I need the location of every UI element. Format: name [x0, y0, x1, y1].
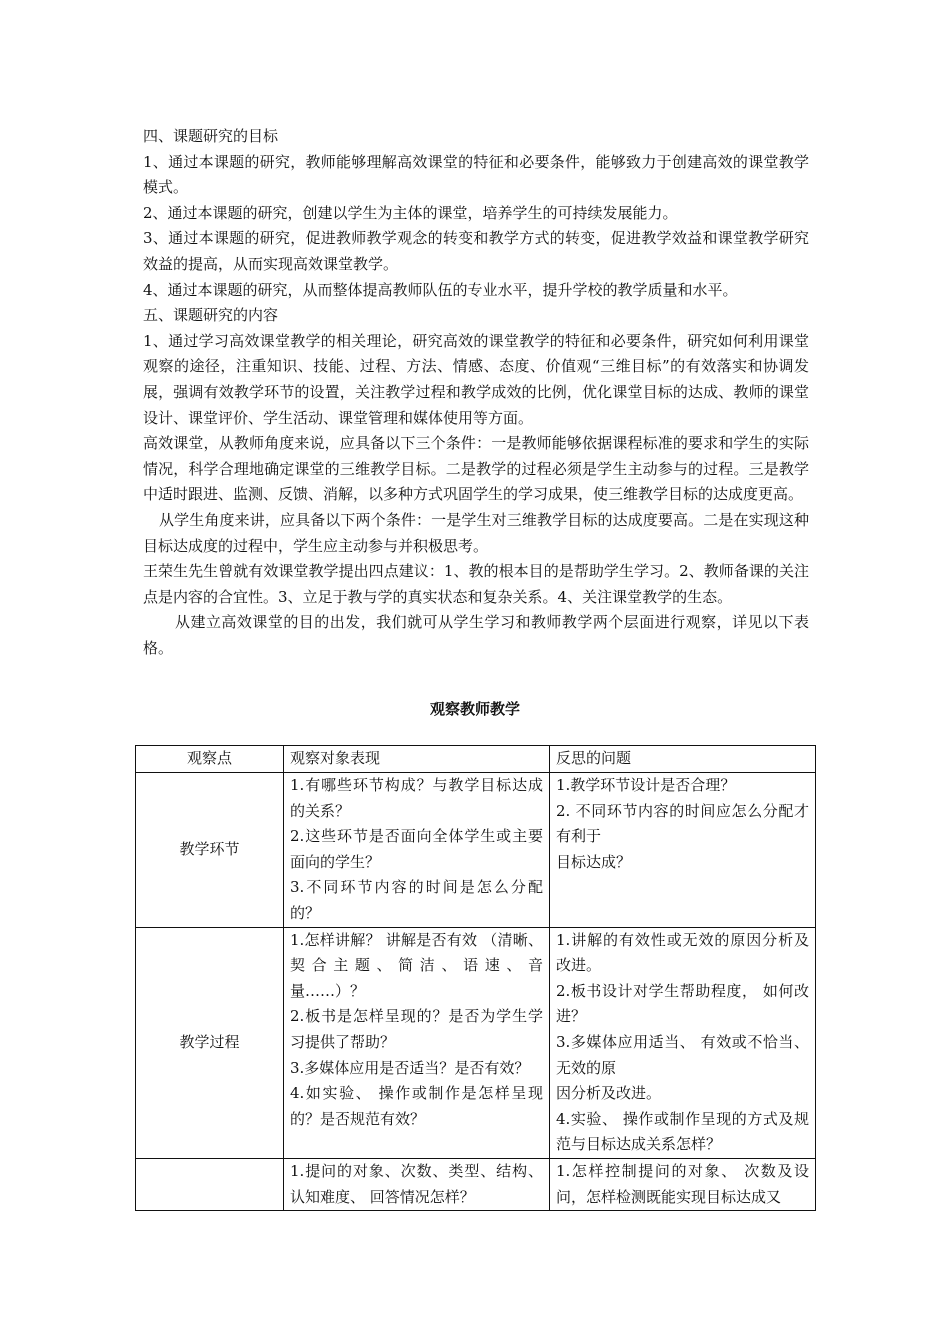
observation-point-cell: 教学环节: [136, 773, 284, 928]
table-header-row: [136, 746, 816, 773]
reflection-item: 2.板书设计对学生帮助程度， 如何改进？: [556, 981, 809, 1026]
content-paragraph: 从建立高效课堂的目的出发，我们就可从学生学习和教师教学两个层面进行观察，详见以下表格。: [143, 613, 809, 657]
behavior-cell: [284, 773, 550, 928]
behavior-item: 2.这些环节是否面向全体学生或主要面向的学生？: [290, 827, 543, 871]
behavior-item: 3.不同环节内容的时间是怎么分配的？: [290, 878, 543, 922]
header-cell: 观察点: [136, 746, 284, 773]
reflection-item: 3.多媒体应用适当、 有效或不恰当、 无效的原: [556, 1032, 809, 1077]
behavior-item: 3.多媒体应用是否适当？是否有效？: [290, 1058, 530, 1077]
content-paragraph: 高效课堂，从教师角度来说，应具备以下三个条件：一是教师能够依据课程标准的要求和学生的实际情况，科学合理地确定课堂的三维教学目标。二是教学的过程必须是学生主动参与的过程。三是教学中适时跟进、监测、反馈、消解，以多种方式巩固学生的学习成果，使三维教学目标的达成度更高。: [143, 434, 809, 504]
reflection-item: 1.教学环节设计是否合理？: [556, 776, 736, 794]
reflection-cell: [550, 1158, 816, 1210]
behavior-item: 4.如实验、 操作或制作是怎样呈现的？是否规范有效？: [290, 1084, 543, 1128]
header-cell: 反思的问题: [550, 746, 816, 773]
reflection-cell: [550, 773, 816, 928]
observation-table: [135, 745, 816, 1211]
reflection-item: 目标达成？: [556, 852, 632, 871]
table-title: 观察教师教学: [429, 700, 520, 718]
reflection-item: 2. 不同环节内容的时间应怎么分配才有利于: [556, 801, 809, 846]
header-cell: 观察对象表现: [284, 746, 550, 773]
table-row: [136, 927, 816, 1158]
behavior-item: 2.板书是怎样呈现的？是否为学生学习提供了帮助？: [290, 1007, 543, 1051]
section-heading-goals: 四、课题研究的目标: [143, 127, 279, 145]
goal-paragraph: 1、通过本课题的研究，教师能够理解高效课堂的特征和必要条件，能够致力于创建高效的课堂教学模式。: [143, 152, 809, 197]
goal-paragraph: 4、通过本课题的研究，从而整体提高教师队伍的专业水平，提升学校的教学质量和水平。: [143, 280, 738, 299]
table-row: [136, 1158, 816, 1210]
reflection-item: 1.怎样控制提问的对象、 次数及设问，怎样检测既能实现目标达成又: [556, 1161, 809, 1206]
body-text: [143, 124, 809, 661]
behavior-item: 1.有哪些环节构成？与教学目标达成的关系？: [290, 776, 543, 820]
reflection-item: 1.讲解的有效性或无效的原因分析及改进。: [556, 930, 809, 975]
content-paragraph: 王荣生先生曾就有效课堂教学提出四点建议：1、教的根本目的是帮助学生学习。2、教师备课的关注点是内容的合宜性。3、立足于教与学的真实状态和复杂关系。4、关注课堂教学的生态。: [143, 562, 809, 606]
goal-paragraph: 2、通过本课题的研究，创建以学生为主体的课堂，培养学生的可持续发展能力。: [143, 203, 678, 222]
reflection-item: 因分析及改进。: [556, 1084, 662, 1103]
behavior-cell: [284, 1158, 550, 1210]
goal-paragraph: 3、通过本课题的研究，促进教师教学观念的转变和教学方式的转变，促进教学效益和课堂教学研究效益的提高，从而实现高效课堂教学。: [143, 229, 809, 273]
observation-point-cell: [136, 1158, 284, 1210]
table-row: [136, 773, 816, 928]
observation-point-cell: 教学过程: [136, 927, 284, 1158]
content-paragraph: 1、通过学习高效课堂教学的相关理论，研究高效的课堂教学的特征和必要条件，研究如何利用课堂观察的途径，注重知识、技能、过程、方法、情感、态度、价值观“三维目标”的有效落实和协调发展，强调有效教学环节的设置，关注教学过程和教学成效的比例，优化课堂目标的达成、教师的课堂设计、课堂评价、学生活动、课堂管理和媒体使用等方面。: [143, 331, 809, 427]
behavior-item: 1.提问的对象、次数、类型、结构、认知难度、 回答情况怎样？: [290, 1161, 543, 1206]
content-paragraph: 从学生角度来讲，应具备以下两个条件：一是学生对三维教学目标的达成度要高。二是在实现这种目标达成度的过程中，学生应主动参与并积极思考。: [143, 510, 809, 555]
reflection-cell: [550, 927, 816, 1158]
behavior-cell: [284, 927, 550, 1158]
behavior-item: 1.怎样讲解？ 讲解是否有效 （清晰、契合主题、简洁、语速、音量……）？: [290, 930, 543, 1000]
reflection-item: 4.实验、 操作或制作呈现的方式及规范与目标达成关系怎样？: [556, 1109, 809, 1154]
section-heading-content: 五、课题研究的内容: [143, 306, 279, 325]
